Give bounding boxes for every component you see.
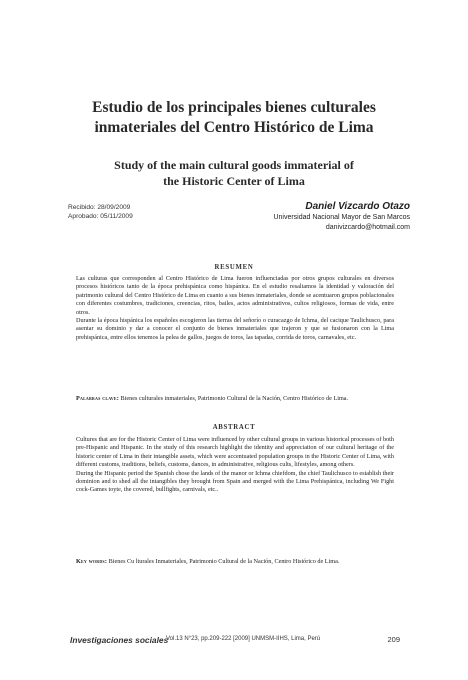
abstract-body — [76, 436, 394, 495]
resumen-paragraph-2: Durante la época hispánica los españoles escogieron las tierras del señorío o curacazgo de Ichma, del cacique Taulichusco, para asentar su dominio y dar a conocer el conjunto de bienes inmateriales que trajeron y que se fusionaron con la Lima prehispánica, entre ellos tenemos la pelea de gallos, juegos de toros, las tapadas, corrida de toros, carnavales, etc. — [76, 317, 394, 341]
key-words — [76, 558, 394, 566]
key-words-label: Key words: — [76, 558, 108, 565]
author-name: Daniel Vizcardo Otazo — [305, 201, 410, 212]
page-number: 209 — [387, 635, 400, 644]
abstract-heading: ABSTRACT — [212, 424, 256, 431]
subtitle-line-1: Study of the main cultural goods immaterial of — [114, 158, 354, 172]
palabras-clave — [76, 395, 394, 403]
author-affiliation: Universidad Nacional Mayor de San Marcos — [273, 214, 410, 221]
approved-date: Aprobado: 05/11/2009 — [68, 213, 133, 220]
palabras-clave-text: Bienes culturales inmateriales, Patrimonio Cultural de la Nación, Centro Histórico de Lima. — [120, 395, 349, 402]
author-block — [273, 201, 410, 232]
article-dates — [68, 203, 133, 221]
abstract-paragraph-2: During the Hispanic period the Spanish chose the lands of the manor or Ichma chiefdom, the chief Taulichusco to establish their dominion and to shed all the intangibles they brought from Spain and merged with the Lima Prehispánica, including We Fight cock-Games toyte, the covered, bullfights, carnivals, etc.. — [76, 469, 394, 494]
title-line-1: Estudio de los principales bienes culturales — [92, 99, 376, 116]
journal-name: Investigaciones sociales — [70, 635, 169, 645]
received-date: Recibido: 28/09/2009 — [68, 204, 131, 211]
page-footer — [70, 635, 400, 647]
resumen-body — [76, 275, 394, 342]
key-words-text: Bienes Cu lturales Inmateriales, Patrimonio Cultural de la Nación, Centro Histórico de Lima. — [108, 558, 340, 565]
article-subtitle — [60, 157, 408, 189]
abstract-paragraph-1: Cultures that are for the Historic Center of Lima were influenced by other cultural groups in various historical processes of both pre-Hispanic and Hispanic. In the study of this research highlight the identity and appreciation of our cultural heritage of the historic center of Lima in their intangible assets, which were accentuated population groups in the Historic Center of Lima, with different customs, traditions, beliefs, customs, dances, in administrative, religious cults, lifestyles, among others. — [76, 436, 394, 469]
title-line-2: inmateriales del Centro Histórico de Lima — [94, 119, 374, 136]
resumen-paragraph-1: Las culturas que corresponden al Centro Histórico de Lima fueron influenciadas por otros grupos culturales en diversos procesos históricos tanto de la época prehispánica como hispánica. En el estudio resaltamos la identidad y valoración del patrimonio cultural del Centro Histórico de Lima en cuanto a sus bienes inmateriales, donde se acentuaron grupos poblacionales con diferentes costumbres, tradiciones, creencias, ritos, bailes, actos administrativos, cultos religiosos, formas de vida, entre otros. — [76, 275, 394, 316]
resumen-heading: RESUMEN — [214, 264, 254, 271]
article-title — [40, 98, 428, 138]
author-email: danivizcardo@hotmail.com — [325, 223, 410, 231]
journal-volume-info: Vol.13 N°23, pp.209-222 [2009] UNMSM-IIHS, Lima, Perú — [166, 636, 321, 642]
subtitle-line-2: the Historic Center of Lima — [163, 174, 305, 188]
palabras-clave-label: Palabras clave: — [76, 395, 119, 402]
